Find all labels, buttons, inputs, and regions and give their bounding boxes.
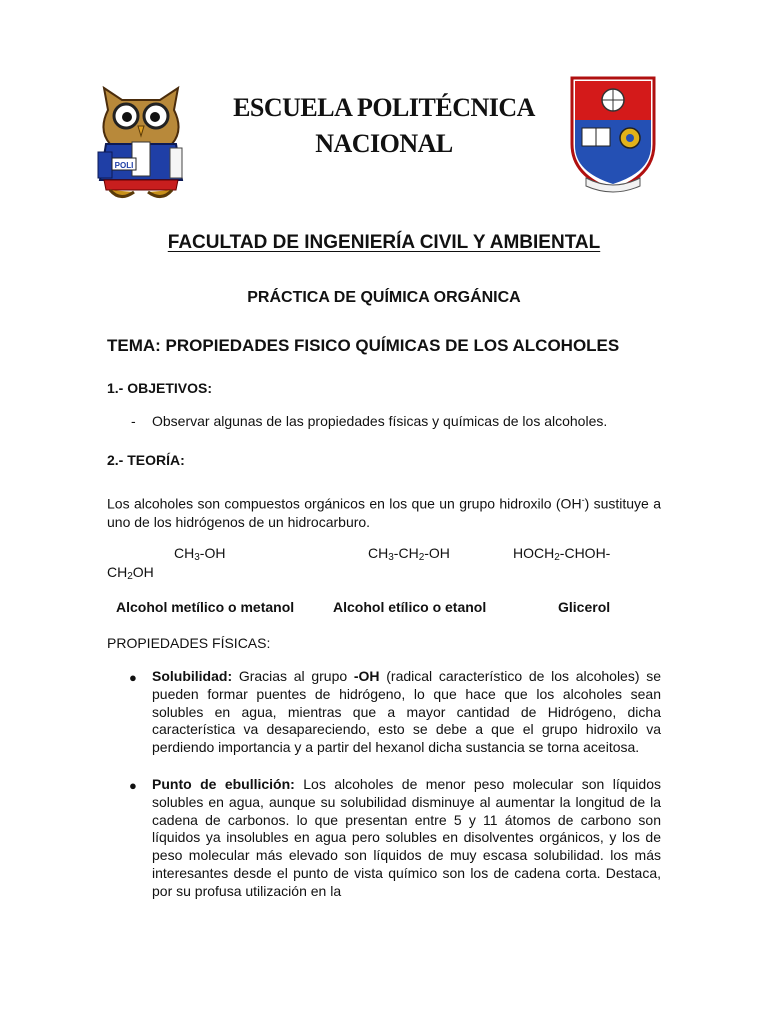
bullet-icon: ● <box>129 670 137 685</box>
property-item-boiling-point: Punto de ebullición: Los alcoholes de menor peso molecular son líquidos solubles en agua, aunque su solubilidad disminuye al aumentar la longitud de la cadena de carbonos. lo que presentan entre 5 y 11 átomos de carbono son líquidos ya insolubles en agua pero solubles en disolventes orgánicos, y los de peso molecular más elevado son líquidos de muy escasa solubilidad. los más interesantes desde el punto de vista químico son los de cadena corta. Destaca, por su profusa utilización en la <box>152 776 661 899</box>
school-name-line2: NACIONAL <box>315 129 453 158</box>
university-crest-icon <box>566 74 660 198</box>
owl-logo-text: POLI <box>114 161 134 170</box>
owl-mascot-icon <box>94 80 188 202</box>
objective-dash: - <box>131 413 136 429</box>
compound-name-glicerol: Glicerol <box>558 599 611 615</box>
theory-intro: Los alcoholes son compuestos orgánicos en los que un grupo hidroxilo (OH-) sustituye a uno de los hidrógenos de un hidrocarburo. <box>107 495 661 530</box>
practice-title: PRÁCTICA DE QUÍMICA ORGÁNICA <box>247 289 521 306</box>
formula-metanol: $CH_3-OH$ <box>174 545 226 563</box>
objectives-heading: 1.- OBJETIVOS: <box>107 380 213 396</box>
bullet-icon: ● <box>129 778 137 793</box>
objective-item: Observar algunas de las propiedades físicas y químicas de los alcoholes. <box>152 413 608 429</box>
faculty-title: FACULTAD DE INGENIERÍA CIVIL Y AMBIENTAL <box>167 232 601 253</box>
school-name-line1: ESCUELA POLITÉCNICA <box>233 93 535 122</box>
compound-name-etanol: Alcohol etílico o etanol <box>333 599 487 615</box>
property-item-solubility: Solubilidad: Gracias al grupo -OH (radical característico de los alcoholes) se pueden formar puentes de hidrógeno, lo que hace que los alcoholes sean solubles en agua, mientras que a mayor cantidad de Hidrógeno, dicha característica va desapareciendo, esto se debe a que el grupo hidroxilo va perdiendo importancia y a partir del hexanol dicha sustancia se torna aceitosa. <box>152 668 661 756</box>
formula-glicerol-continued: $CH_2OH$ <box>107 564 154 582</box>
theory-heading: 2.- TEORÍA: <box>107 452 185 468</box>
physical-properties-heading: PROPIEDADES FÍSICAS: <box>107 635 271 651</box>
topic-title: TEMA: PROPIEDADES FISICO QUÍMICAS DE LOS ALCOHOLES <box>107 336 620 355</box>
compound-name-metanol: Alcohol metílico o metanol <box>116 599 295 615</box>
formula-etanol: $CH_3-CH_2-OH$ <box>368 545 450 563</box>
formula-glicerol: $HOCH_2-CHOH-$ <box>513 545 611 563</box>
